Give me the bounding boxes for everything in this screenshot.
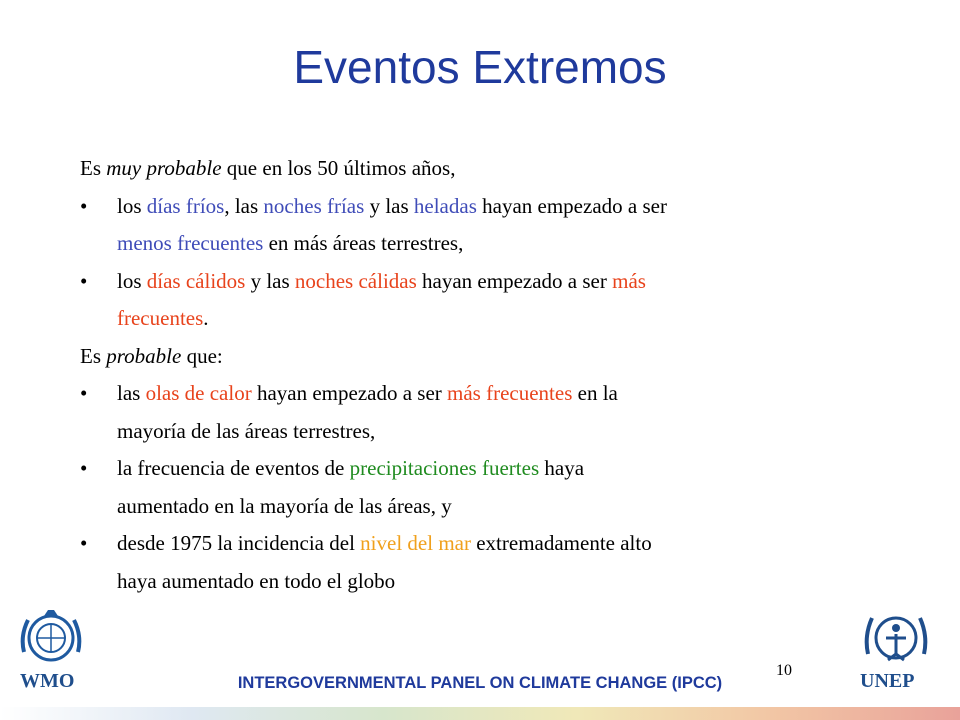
text-run: . <box>203 306 209 330</box>
wmo-logo-text: WMO <box>20 670 75 692</box>
highlight-cold-days: días fríos <box>146 193 225 218</box>
slide-title: Eventos Extremos <box>293 41 667 93</box>
bullet-2-continuation <box>80 300 840 338</box>
text-run: Es <box>80 343 107 368</box>
text-run: que: <box>181 343 223 368</box>
highlight-more: más <box>612 268 646 293</box>
text-run: en más áreas terrestres, <box>263 231 464 255</box>
text-run: mayoría de las áreas terrestres, <box>117 418 376 443</box>
highlight-frosts: heladas <box>413 193 477 218</box>
text-run: que en los 50 últimos años, <box>221 156 456 180</box>
text-run: extremadamente alto <box>470 531 652 555</box>
bullet-5 <box>80 525 840 563</box>
bottom-color-bar <box>0 707 960 720</box>
emphasis-text: probable <box>106 343 182 368</box>
highlight-less-frequent: menos frecuentes <box>117 231 264 255</box>
text-run: y las <box>364 193 414 218</box>
page-number: 10 <box>776 662 792 679</box>
bullet-5-continuation <box>80 563 840 601</box>
highlight-heat-waves: olas de calor <box>145 381 252 405</box>
bullet-icon: • <box>80 193 88 218</box>
text-run: Es <box>80 156 107 180</box>
text-run: aumentado en la mayoría de las áreas, y <box>117 493 452 518</box>
highlight-warm-days: días cálidos <box>146 268 246 293</box>
bullet-icon: • <box>80 531 88 555</box>
wmo-emblem-icon <box>14 606 88 670</box>
highlight-sea-level: nivel del mar <box>360 531 471 555</box>
footer-text: INTERGOVERNMENTAL PANEL ON CLIMATE CHANGE (IPCC) <box>237 674 723 692</box>
highlight-cold-nights: noches frías <box>263 193 365 218</box>
highlight-heavy-precipitation: precipitaciones fuertes <box>349 456 540 480</box>
emphasis-text: muy probable <box>106 156 222 180</box>
unep-emblem-icon <box>860 606 932 670</box>
highlight-frequent: frecuentes <box>117 306 204 330</box>
text-run: los <box>117 268 147 293</box>
text-run: haya <box>539 456 585 480</box>
highlight-warm-nights: noches cálidas <box>294 268 417 293</box>
text-run: las <box>117 381 146 405</box>
slide-body <box>80 150 840 600</box>
text-run: hayan empezado a ser <box>416 268 613 293</box>
bullet-icon: • <box>80 456 88 480</box>
bullet-icon: • <box>80 268 88 293</box>
unep-logo <box>860 606 932 670</box>
bullet-3 <box>80 375 840 413</box>
bullet-1-continuation <box>80 225 840 263</box>
bullet-2 <box>80 263 840 301</box>
bullet-3-continuation <box>80 413 840 451</box>
bullet-1 <box>80 188 840 226</box>
text-run: , las <box>224 193 264 218</box>
text-run: y las <box>245 268 295 293</box>
intro-line-1 <box>80 150 840 188</box>
bullet-4-continuation <box>80 488 840 526</box>
text-run: desde 1975 la incidencia del <box>117 531 361 555</box>
highlight-more-frequent: más frecuentes <box>447 381 573 405</box>
bullet-icon: • <box>80 381 88 405</box>
bullet-4 <box>80 450 840 488</box>
wmo-logo <box>14 606 88 670</box>
text-run: hayan empezado a ser <box>251 381 448 405</box>
text-run: hayan empezado a ser <box>476 193 667 218</box>
unep-logo-text: UNEP <box>860 670 915 692</box>
text-run: en la <box>572 381 618 405</box>
intro-line-2 <box>80 338 840 376</box>
text-run: la frecuencia de eventos de <box>117 456 350 480</box>
text-run: los <box>117 193 147 218</box>
text-run: haya aumentado en todo el globo <box>117 568 396 593</box>
